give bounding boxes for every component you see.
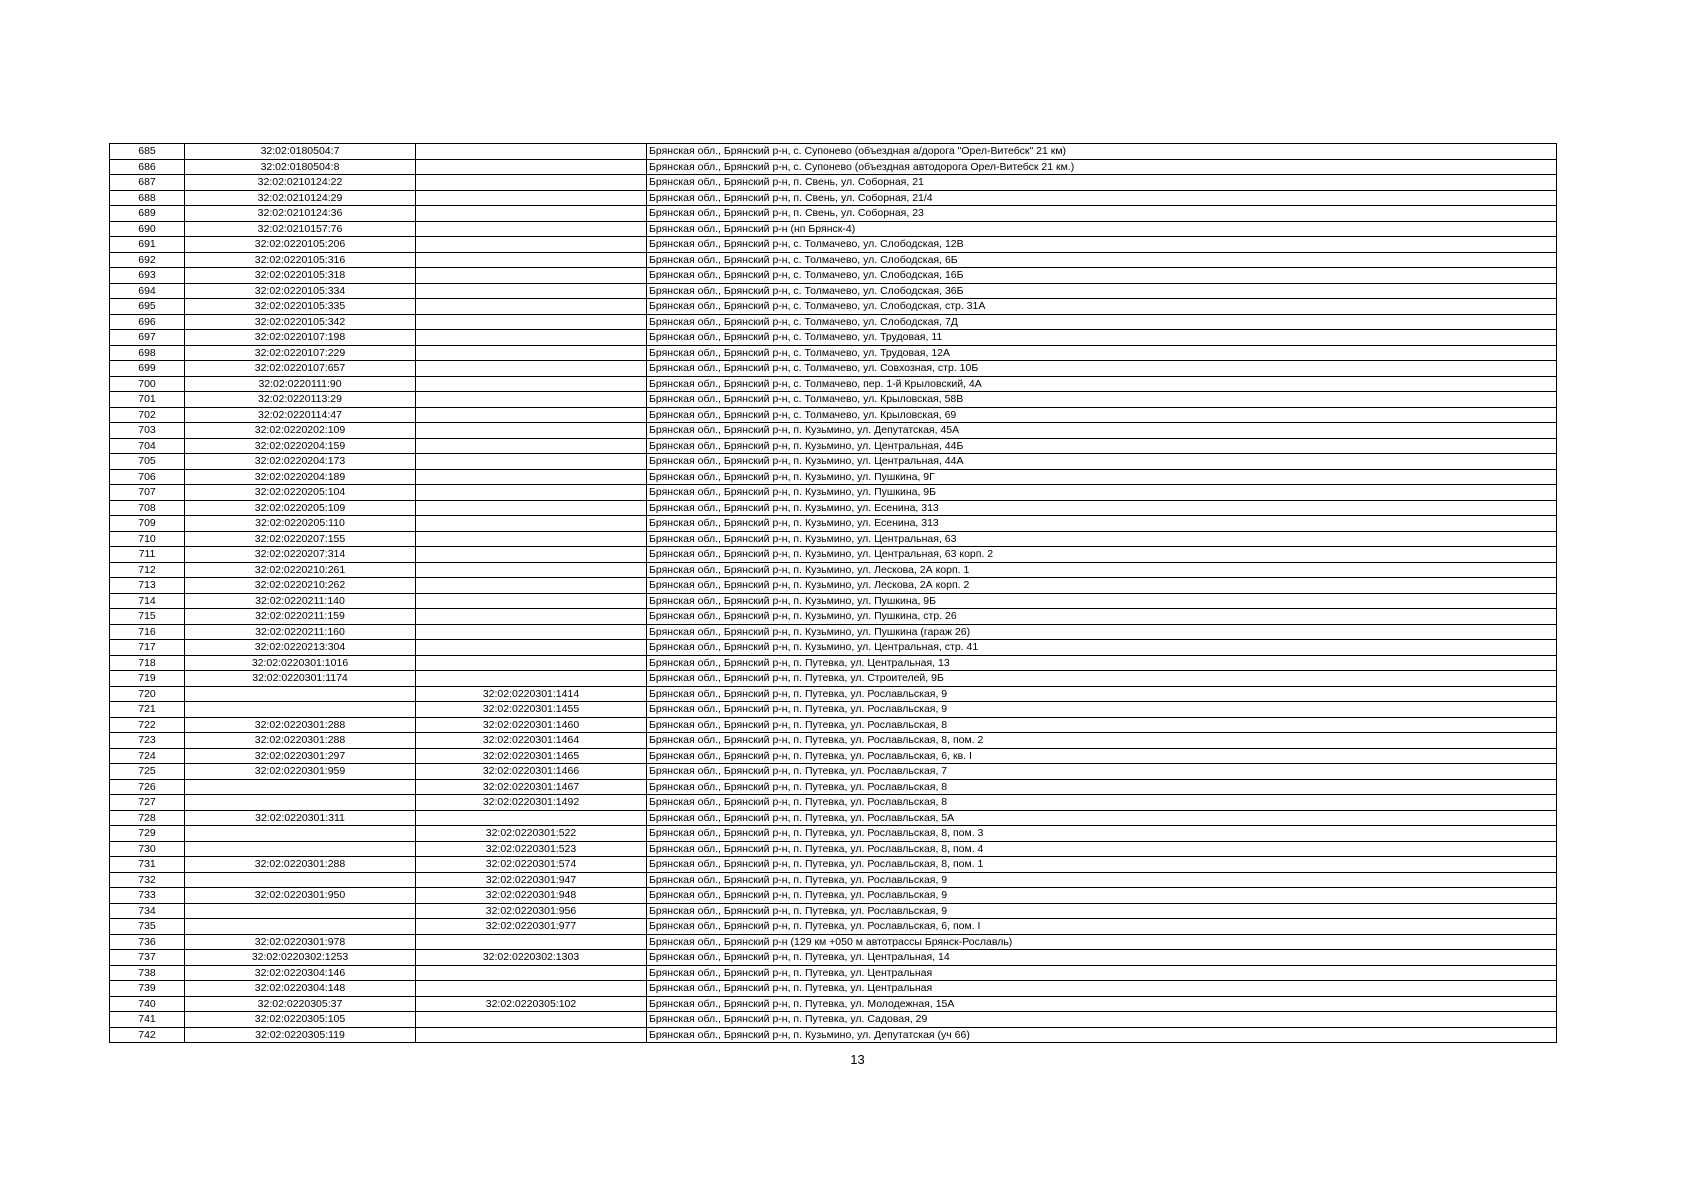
related-cadastral-number-cell: [416, 330, 647, 346]
cadastral-number-cell: 32:02:0220205:104: [185, 485, 416, 501]
related-cadastral-number-cell: 32:02:0220301:1467: [416, 779, 647, 795]
row-number-cell: 701: [110, 392, 185, 408]
row-number-cell: 732: [110, 872, 185, 888]
cadastral-number-cell: [185, 826, 416, 842]
address-cell: Брянская обл., Брянский р-н, п. Кузьмино, ул. Центральная, стр. 41: [647, 640, 1557, 656]
address-cell: Брянская обл., Брянский р-н, п. Кузьмино, ул. Лескова, 2А корп. 2: [647, 578, 1557, 594]
table-row: [110, 996, 1557, 1012]
row-number-cell: 730: [110, 841, 185, 857]
address-cell: Брянская обл., Брянский р-н, п. Путевка, ул. Рославльская, 9: [647, 903, 1557, 919]
cadastral-number-cell: 32:02:0220105:342: [185, 314, 416, 330]
table-row: [110, 702, 1557, 718]
table-row: [110, 1027, 1557, 1043]
related-cadastral-number-cell: [416, 624, 647, 640]
row-number-cell: 692: [110, 252, 185, 268]
table-row: [110, 764, 1557, 780]
row-number-cell: 697: [110, 330, 185, 346]
address-cell: Брянская обл., Брянский р-н, п. Кузьмино, ул. Центральная, 44А: [647, 454, 1557, 470]
row-number-cell: 717: [110, 640, 185, 656]
table-row: [110, 950, 1557, 966]
cadastral-number-cell: 32:02:0210157:76: [185, 221, 416, 237]
row-number-cell: 687: [110, 175, 185, 191]
address-cell: Брянская обл., Брянский р-н, п. Путевка, ул. Центральная: [647, 965, 1557, 981]
cadastral-number-cell: 32:02:0220301:311: [185, 810, 416, 826]
row-number-cell: 711: [110, 547, 185, 563]
row-number-cell: 722: [110, 717, 185, 733]
cadastral-number-cell: 32:02:0220301:288: [185, 857, 416, 873]
related-cadastral-number-cell: [416, 252, 647, 268]
related-cadastral-number-cell: [416, 500, 647, 516]
cadastral-number-cell: 32:02:0220114:47: [185, 407, 416, 423]
cadastral-number-cell: 32:02:0220304:146: [185, 965, 416, 981]
address-cell: Брянская обл., Брянский р-н, с. Толмачево, ул. Слободская, 36Б: [647, 283, 1557, 299]
related-cadastral-number-cell: 32:02:0220301:1492: [416, 795, 647, 811]
table-row: [110, 454, 1557, 470]
address-cell: Брянская обл., Брянский р-н, п. Путевка, ул. Рославльская, 9: [647, 702, 1557, 718]
address-cell: Брянская обл., Брянский р-н, п. Кузьмино, ул. Депутатская (уч 66): [647, 1027, 1557, 1043]
address-cell: Брянская обл., Брянский р-н, с. Толмачево, ул. Крыловская, 58В: [647, 392, 1557, 408]
cadastral-number-cell: 32:02:0220105:334: [185, 283, 416, 299]
table-row: [110, 361, 1557, 377]
related-cadastral-number-cell: 32:02:0220301:977: [416, 919, 647, 935]
row-number-cell: 718: [110, 655, 185, 671]
table-row: [110, 888, 1557, 904]
related-cadastral-number-cell: [416, 1027, 647, 1043]
cadastral-number-cell: 32:02:0220213:304: [185, 640, 416, 656]
address-cell: Брянская обл., Брянский р-н, п. Свень, ул. Соборная, 21: [647, 175, 1557, 191]
related-cadastral-number-cell: [416, 361, 647, 377]
related-cadastral-number-cell: [416, 547, 647, 563]
table-row: [110, 547, 1557, 563]
row-number-cell: 700: [110, 376, 185, 392]
cadastral-number-cell: 32:02:0210124:22: [185, 175, 416, 191]
related-cadastral-number-cell: [416, 392, 647, 408]
row-number-cell: 726: [110, 779, 185, 795]
row-number-cell: 736: [110, 934, 185, 950]
address-cell: Брянская обл., Брянский р-н, с. Толмачево, ул. Слободская, 16Б: [647, 268, 1557, 284]
row-number-cell: 721: [110, 702, 185, 718]
cadastral-number-cell: 32:02:0220211:159: [185, 609, 416, 625]
table-row: [110, 252, 1557, 268]
table-row: [110, 795, 1557, 811]
related-cadastral-number-cell: [416, 516, 647, 532]
cadastral-number-cell: 32:02:0220204:173: [185, 454, 416, 470]
related-cadastral-number-cell: [416, 345, 647, 361]
cadastral-number-cell: 32:02:0220301:959: [185, 764, 416, 780]
cadastral-number-cell: 32:02:0210124:29: [185, 190, 416, 206]
address-cell: Брянская обл., Брянский р-н, п. Свень, ул. Соборная, 23: [647, 206, 1557, 222]
row-number-cell: 740: [110, 996, 185, 1012]
table-row: [110, 841, 1557, 857]
cadastral-number-cell: 32:02:0220105:316: [185, 252, 416, 268]
table-row: [110, 717, 1557, 733]
row-number-cell: 724: [110, 748, 185, 764]
address-cell: Брянская обл., Брянский р-н, п. Путевка, ул. Рославльская, 9: [647, 872, 1557, 888]
related-cadastral-number-cell: 32:02:0220301:522: [416, 826, 647, 842]
table-row: [110, 423, 1557, 439]
address-cell: Брянская обл., Брянский р-н, п. Путевка, ул. Садовая, 29: [647, 1012, 1557, 1028]
address-cell: Брянская обл., Брянский р-н (129 км +050 м автотрассы Брянск-Рославль): [647, 934, 1557, 950]
cadastral-number-cell: 32:02:0220211:160: [185, 624, 416, 640]
table-row: [110, 485, 1557, 501]
cadastral-number-cell: 32:02:0220105:318: [185, 268, 416, 284]
related-cadastral-number-cell: [416, 438, 647, 454]
related-cadastral-number-cell: 32:02:0220301:1465: [416, 748, 647, 764]
related-cadastral-number-cell: [416, 655, 647, 671]
address-cell: Брянская обл., Брянский р-н, п. Кузьмино, ул. Центральная, 63 корп. 2: [647, 547, 1557, 563]
property-table-body: [110, 144, 1557, 1043]
table-row: [110, 624, 1557, 640]
cadastral-number-cell: 32:02:0220305:119: [185, 1027, 416, 1043]
page-number: 13: [850, 1052, 865, 1067]
address-cell: Брянская обл., Брянский р-н, п. Путевка, ул. Центральная, 14: [647, 950, 1557, 966]
table-row: [110, 283, 1557, 299]
table-row: [110, 144, 1557, 160]
address-cell: Брянская обл., Брянский р-н, п. Путевка, ул. Строителей, 9Б: [647, 671, 1557, 687]
table-row: [110, 779, 1557, 795]
row-number-cell: 698: [110, 345, 185, 361]
cadastral-number-cell: 32:02:0220301:950: [185, 888, 416, 904]
table-row: [110, 981, 1557, 997]
table-row: [110, 531, 1557, 547]
cadastral-number-cell: [185, 903, 416, 919]
address-cell: Брянская обл., Брянский р-н, с. Толмачево, ул. Совхозная, стр. 10Б: [647, 361, 1557, 377]
table-row: [110, 175, 1557, 191]
row-number-cell: 714: [110, 593, 185, 609]
related-cadastral-number-cell: [416, 810, 647, 826]
row-number-cell: 705: [110, 454, 185, 470]
cadastral-number-cell: 32:02:0220205:110: [185, 516, 416, 532]
table-row: [110, 392, 1557, 408]
related-cadastral-number-cell: [416, 671, 647, 687]
table-row: [110, 237, 1557, 253]
related-cadastral-number-cell: [416, 175, 647, 191]
cadastral-number-cell: 32:02:0220204:159: [185, 438, 416, 454]
table-row: [110, 671, 1557, 687]
row-number-cell: 685: [110, 144, 185, 160]
cadastral-number-cell: 32:02:0220107:657: [185, 361, 416, 377]
row-number-cell: 690: [110, 221, 185, 237]
cadastral-number-cell: 32:02:0220210:262: [185, 578, 416, 594]
related-cadastral-number-cell: 32:02:0220302:1303: [416, 950, 647, 966]
cadastral-number-cell: [185, 841, 416, 857]
related-cadastral-number-cell: [416, 237, 647, 253]
address-cell: Брянская обл., Брянский р-н (нп Брянск-4): [647, 221, 1557, 237]
cadastral-number-cell: 32:02:0220211:140: [185, 593, 416, 609]
table-row: [110, 934, 1557, 950]
cadastral-number-cell: [185, 795, 416, 811]
row-number-cell: 707: [110, 485, 185, 501]
row-number-cell: 695: [110, 299, 185, 315]
table-row: [110, 376, 1557, 392]
row-number-cell: 689: [110, 206, 185, 222]
row-number-cell: 693: [110, 268, 185, 284]
address-cell: Брянская обл., Брянский р-н, п. Кузьмино, ул. Пушкина, 9Г: [647, 469, 1557, 485]
cadastral-number-cell: 32:02:0210124:36: [185, 206, 416, 222]
address-cell: Брянская обл., Брянский р-н, п. Путевка, ул. Рославльская, 6, кв. I: [647, 748, 1557, 764]
related-cadastral-number-cell: [416, 934, 647, 950]
cadastral-number-cell: 32:02:0220107:229: [185, 345, 416, 361]
table-row: [110, 206, 1557, 222]
related-cadastral-number-cell: [416, 221, 647, 237]
related-cadastral-number-cell: 32:02:0220301:523: [416, 841, 647, 857]
cadastral-number-cell: 32:02:0180504:7: [185, 144, 416, 160]
row-number-cell: 729: [110, 826, 185, 842]
cadastral-number-cell: 32:02:0220301:978: [185, 934, 416, 950]
row-number-cell: 713: [110, 578, 185, 594]
related-cadastral-number-cell: 32:02:0220301:1464: [416, 733, 647, 749]
cadastral-number-cell: 32:02:0220202:109: [185, 423, 416, 439]
address-cell: Брянская обл., Брянский р-н, п. Путевка, ул. Рославльская, 5А: [647, 810, 1557, 826]
address-cell: Брянская обл., Брянский р-н, п. Путевка, ул. Рославльская, 9: [647, 888, 1557, 904]
address-cell: Брянская обл., Брянский р-н, п. Путевка, ул. Рославльская, 8, пом. 2: [647, 733, 1557, 749]
address-cell: Брянская обл., Брянский р-н, с. Толмачево, ул. Слободская, 7Д: [647, 314, 1557, 330]
address-cell: Брянская обл., Брянский р-н, п. Путевка, ул. Центральная: [647, 981, 1557, 997]
address-cell: Брянская обл., Брянский р-н, п. Кузьмино, ул. Центральная, 63: [647, 531, 1557, 547]
table-row: [110, 500, 1557, 516]
cadastral-number-cell: 32:02:0220204:189: [185, 469, 416, 485]
related-cadastral-number-cell: 32:02:0220301:1460: [416, 717, 647, 733]
related-cadastral-number-cell: 32:02:0220301:947: [416, 872, 647, 888]
row-number-cell: 727: [110, 795, 185, 811]
row-number-cell: 731: [110, 857, 185, 873]
row-number-cell: 739: [110, 981, 185, 997]
cadastral-number-cell: [185, 702, 416, 718]
address-cell: Брянская обл., Брянский р-н, п. Путевка, ул. Молодежная, 15А: [647, 996, 1557, 1012]
table-row: [110, 903, 1557, 919]
address-cell: Брянская обл., Брянский р-н, п. Кузьмино, ул. Пушкина, 9Б: [647, 593, 1557, 609]
address-cell: Брянская обл., Брянский р-н, с. Толмачево, ул. Слободская, 12В: [647, 237, 1557, 253]
cadastral-number-cell: 32:02:0220107:198: [185, 330, 416, 346]
row-number-cell: 710: [110, 531, 185, 547]
table-row: [110, 810, 1557, 826]
address-cell: Брянская обл., Брянский р-н, с. Толмачево, пер. 1-й Крыловский, 4А: [647, 376, 1557, 392]
row-number-cell: 725: [110, 764, 185, 780]
property-table: [109, 143, 1557, 1043]
address-cell: Брянская обл., Брянский р-н, с. Толмачево, ул. Слободская, стр. 31А: [647, 299, 1557, 315]
row-number-cell: 702: [110, 407, 185, 423]
related-cadastral-number-cell: [416, 965, 647, 981]
cadastral-number-cell: 32:02:0220301:288: [185, 717, 416, 733]
related-cadastral-number-cell: [416, 376, 647, 392]
cadastral-number-cell: 32:02:0220207:314: [185, 547, 416, 563]
related-cadastral-number-cell: 32:02:0220301:948: [416, 888, 647, 904]
cadastral-number-cell: 32:02:0220205:109: [185, 500, 416, 516]
address-cell: Брянская обл., Брянский р-н, с. Толмачево, ул. Слободская, 6Б: [647, 252, 1557, 268]
table-row: [110, 857, 1557, 873]
table-row: [110, 609, 1557, 625]
row-number-cell: 708: [110, 500, 185, 516]
related-cadastral-number-cell: [416, 190, 647, 206]
table-row: [110, 919, 1557, 935]
cadastral-number-cell: 32:02:0220301:1174: [185, 671, 416, 687]
table-row: [110, 516, 1557, 532]
address-cell: Брянская обл., Брянский р-н, п. Путевка, ул. Рославльская, 7: [647, 764, 1557, 780]
related-cadastral-number-cell: 32:02:0220301:1466: [416, 764, 647, 780]
address-cell: Брянская обл., Брянский р-н, с. Толмачево, ул. Крыловская, 69: [647, 407, 1557, 423]
related-cadastral-number-cell: [416, 578, 647, 594]
cadastral-number-cell: [185, 779, 416, 795]
cadastral-number-cell: 32:02:0220105:335: [185, 299, 416, 315]
related-cadastral-number-cell: [416, 144, 647, 160]
row-number-cell: 712: [110, 562, 185, 578]
address-cell: Брянская обл., Брянский р-н, п. Путевка, ул. Центральная, 13: [647, 655, 1557, 671]
related-cadastral-number-cell: [416, 593, 647, 609]
row-number-cell: 723: [110, 733, 185, 749]
related-cadastral-number-cell: [416, 283, 647, 299]
table-row: [110, 438, 1557, 454]
address-cell: Брянская обл., Брянский р-н, п. Кузьмино, ул. Пушкина, стр. 26: [647, 609, 1557, 625]
row-number-cell: 734: [110, 903, 185, 919]
table-row: [110, 407, 1557, 423]
table-row: [110, 299, 1557, 315]
table-row: [110, 640, 1557, 656]
cadastral-number-cell: 32:02:0220305:105: [185, 1012, 416, 1028]
address-cell: Брянская обл., Брянский р-н, п. Кузьмино, ул. Пушкина, 9Б: [647, 485, 1557, 501]
related-cadastral-number-cell: [416, 485, 647, 501]
cadastral-number-cell: 32:02:0220301:1016: [185, 655, 416, 671]
address-cell: Брянская обл., Брянский р-н, п. Путевка, ул. Рославльская, 8, пом. 3: [647, 826, 1557, 842]
row-number-cell: 703: [110, 423, 185, 439]
address-cell: Брянская обл., Брянский р-н, п. Кузьмино, ул. Лескова, 2А корп. 1: [647, 562, 1557, 578]
table-row: [110, 872, 1557, 888]
row-number-cell: 706: [110, 469, 185, 485]
cadastral-number-cell: 32:02:0220113:29: [185, 392, 416, 408]
address-cell: Брянская обл., Брянский р-н, с. Супонево (объездная автодорога Орел-Витебск 21 км.): [647, 159, 1557, 175]
row-number-cell: 735: [110, 919, 185, 935]
address-cell: Брянская обл., Брянский р-н, п. Путевка, ул. Рославльская, 6, пом. I: [647, 919, 1557, 935]
row-number-cell: 728: [110, 810, 185, 826]
related-cadastral-number-cell: [416, 206, 647, 222]
table-row: [110, 469, 1557, 485]
address-cell: Брянская обл., Брянский р-н, п. Кузьмино, ул. Есенина, 313: [647, 500, 1557, 516]
related-cadastral-number-cell: [416, 562, 647, 578]
address-cell: Брянская обл., Брянский р-н, п. Путевка, ул. Рославльская, 8, пом. 1: [647, 857, 1557, 873]
table-row: [110, 330, 1557, 346]
address-cell: Брянская обл., Брянский р-н, п. Свень, ул. Соборная, 21/4: [647, 190, 1557, 206]
table-row: [110, 345, 1557, 361]
related-cadastral-number-cell: [416, 454, 647, 470]
cadastral-number-cell: 32:02:0220302:1253: [185, 950, 416, 966]
row-number-cell: 715: [110, 609, 185, 625]
cadastral-number-cell: [185, 872, 416, 888]
cadastral-number-cell: [185, 686, 416, 702]
table-row: [110, 190, 1557, 206]
row-number-cell: 694: [110, 283, 185, 299]
row-number-cell: 688: [110, 190, 185, 206]
related-cadastral-number-cell: [416, 1012, 647, 1028]
address-cell: Брянская обл., Брянский р-н, п. Путевка, ул. Рославльская, 8: [647, 779, 1557, 795]
related-cadastral-number-cell: [416, 299, 647, 315]
address-cell: Брянская обл., Брянский р-н, с. Супонево (объездная а/дорога "Орел-Витебск" 21 км): [647, 144, 1557, 160]
address-cell: Брянская обл., Брянский р-н, п. Путевка, ул. Рославльская, 8: [647, 795, 1557, 811]
cadastral-number-cell: 32:02:0220305:37: [185, 996, 416, 1012]
row-number-cell: 691: [110, 237, 185, 253]
row-number-cell: 704: [110, 438, 185, 454]
table-row: [110, 314, 1557, 330]
address-cell: Брянская обл., Брянский р-н, п. Путевка, ул. Рославльская, 8, пом. 4: [647, 841, 1557, 857]
address-cell: Брянская обл., Брянский р-н, с. Толмачево, ул. Трудовая, 11: [647, 330, 1557, 346]
row-number-cell: 716: [110, 624, 185, 640]
table-row: [110, 686, 1557, 702]
address-cell: Брянская обл., Брянский р-н, п. Путевка, ул. Рославльская, 8: [647, 717, 1557, 733]
address-cell: Брянская обл., Брянский р-н, п. Кузьмино, ул. Центральная, 44Б: [647, 438, 1557, 454]
related-cadastral-number-cell: [416, 268, 647, 284]
address-cell: Брянская обл., Брянский р-н, п. Кузьмино, ул. Пушкина (гараж 26): [647, 624, 1557, 640]
cadastral-number-cell: 32:02:0220304:148: [185, 981, 416, 997]
address-cell: Брянская обл., Брянский р-н, с. Толмачево, ул. Трудовая, 12А: [647, 345, 1557, 361]
table-row: [110, 1012, 1557, 1028]
table-row: [110, 562, 1557, 578]
related-cadastral-number-cell: 32:02:0220301:1455: [416, 702, 647, 718]
row-number-cell: 720: [110, 686, 185, 702]
row-number-cell: 738: [110, 965, 185, 981]
table-row: [110, 221, 1557, 237]
cadastral-number-cell: 32:02:0220207:155: [185, 531, 416, 547]
row-number-cell: 696: [110, 314, 185, 330]
row-number-cell: 709: [110, 516, 185, 532]
address-cell: Брянская обл., Брянский р-н, п. Путевка, ул. Рославльская, 9: [647, 686, 1557, 702]
table-row: [110, 965, 1557, 981]
table-row: [110, 733, 1557, 749]
row-number-cell: 719: [110, 671, 185, 687]
address-cell: Брянская обл., Брянский р-н, п. Кузьмино, ул. Есенина, 313: [647, 516, 1557, 532]
cadastral-number-cell: 32:02:0220301:297: [185, 748, 416, 764]
table-row: [110, 593, 1557, 609]
row-number-cell: 742: [110, 1027, 185, 1043]
related-cadastral-number-cell: [416, 981, 647, 997]
related-cadastral-number-cell: 32:02:0220305:102: [416, 996, 647, 1012]
related-cadastral-number-cell: [416, 314, 647, 330]
cadastral-number-cell: 32:02:0220210:261: [185, 562, 416, 578]
table-row: [110, 826, 1557, 842]
row-number-cell: 737: [110, 950, 185, 966]
table-row: [110, 159, 1557, 175]
related-cadastral-number-cell: [416, 407, 647, 423]
row-number-cell: 741: [110, 1012, 185, 1028]
related-cadastral-number-cell: [416, 159, 647, 175]
table-row: [110, 578, 1557, 594]
cadastral-number-cell: 32:02:0220111:90: [185, 376, 416, 392]
related-cadastral-number-cell: 32:02:0220301:574: [416, 857, 647, 873]
table-row: [110, 655, 1557, 671]
related-cadastral-number-cell: [416, 469, 647, 485]
table-row: [110, 268, 1557, 284]
cadastral-number-cell: 32:02:0220301:288: [185, 733, 416, 749]
related-cadastral-number-cell: 32:02:0220301:1414: [416, 686, 647, 702]
table-row: [110, 748, 1557, 764]
related-cadastral-number-cell: [416, 423, 647, 439]
row-number-cell: 699: [110, 361, 185, 377]
related-cadastral-number-cell: [416, 640, 647, 656]
cadastral-number-cell: [185, 919, 416, 935]
related-cadastral-number-cell: [416, 531, 647, 547]
cadastral-number-cell: 32:02:0220105:206: [185, 237, 416, 253]
cadastral-number-cell: 32:02:0180504:8: [185, 159, 416, 175]
row-number-cell: 686: [110, 159, 185, 175]
related-cadastral-number-cell: [416, 609, 647, 625]
row-number-cell: 733: [110, 888, 185, 904]
related-cadastral-number-cell: 32:02:0220301:956: [416, 903, 647, 919]
address-cell: Брянская обл., Брянский р-н, п. Кузьмино, ул. Депутатская, 45А: [647, 423, 1557, 439]
